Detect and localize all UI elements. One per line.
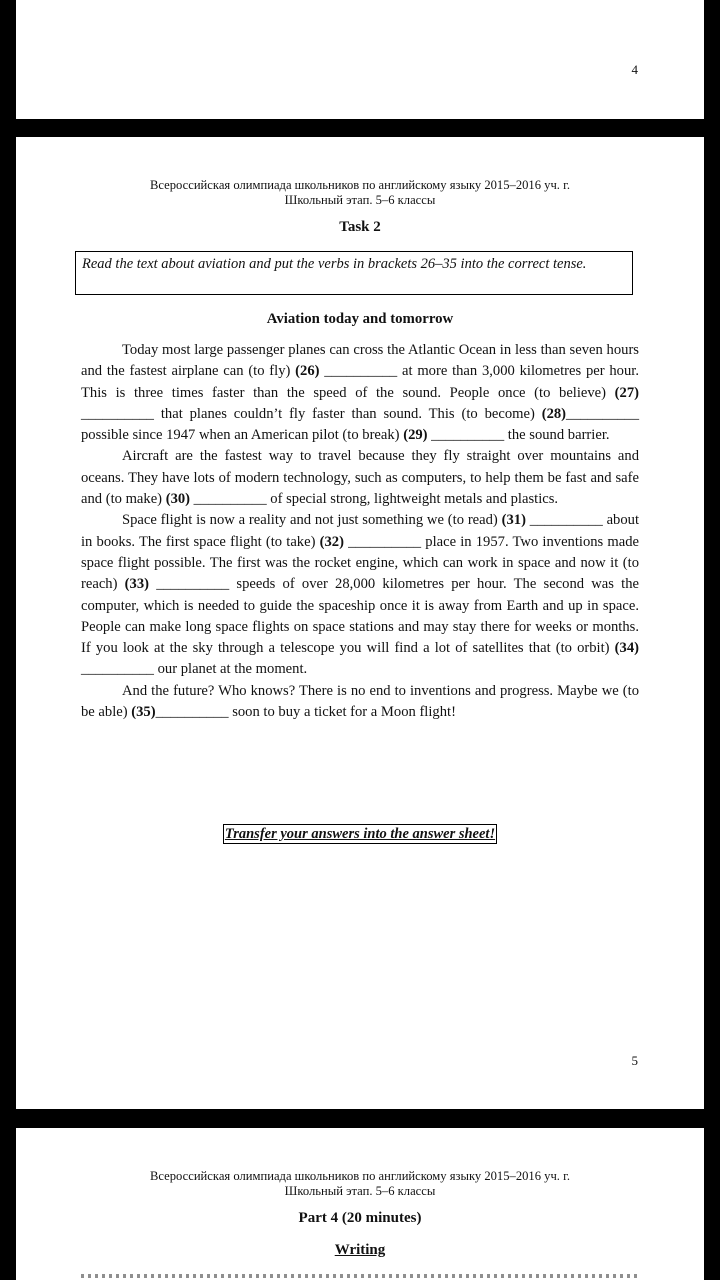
header-line-1: Всероссийская олимпиада школьников по английскому языку 2015–2016 уч. г. — [150, 1169, 570, 1183]
header-line-2: Школьный этап. 5–6 классы — [284, 193, 436, 207]
task-title: Task 2 — [339, 219, 381, 235]
text-title: Aviation today and tomorrow — [266, 311, 454, 327]
previous-page — [16, 0, 704, 119]
gap-number: (29) — [403, 427, 428, 444]
section-title: Writing — [334, 1242, 386, 1258]
document-header — [16, 178, 704, 208]
gap-number: (28) — [541, 405, 567, 422]
page-number: 4 — [631, 62, 638, 77]
header-line-2: Школьный этап. 5–6 классы — [284, 1184, 436, 1198]
gap-number: (33) — [124, 576, 149, 593]
gap-number: (27) — [614, 384, 639, 401]
paragraph: Today most large passenger planes can cross the Atlantic Ocean in less than seven hours and the fastest airplane can (to fly) (26) __________ at more than 3,000 kilometres per hour. This is three times faster than the speed of the sound. People once (to believe) (27) __________ that planes couldn’t fly faster than sound. This (to become) (28)__________ possible since 1947 when an American pilot (to break) (29) __________ the sound barrier. — [81, 342, 639, 444]
gap-number: (34) — [614, 640, 639, 657]
document-header — [16, 1169, 704, 1199]
paragraph: Aircraft are the fastest way to travel because they fly straight over mountains and oceans. They have lots of modern technology, such as computers, to help them be fast and safe and (to make) (30) __________ of special strong, lightweight metals and plastics. — [81, 448, 639, 508]
paragraph: And the future? Who knows? There is no end to inventions and progress. Maybe we (to be able) (35)__________ soon to buy a ticket for a Moon flight! — [81, 682, 639, 721]
article-body — [81, 340, 639, 723]
transfer-note-box — [16, 824, 704, 844]
cut-off-text-line — [81, 1274, 641, 1278]
next-page — [16, 1128, 704, 1280]
transfer-note: Transfer your answers into the answer sheet! — [224, 826, 496, 842]
part-title: Part 4 (20 minutes) — [298, 1210, 422, 1226]
page-number: 5 — [631, 1053, 638, 1068]
gap-number: (30) — [165, 491, 191, 508]
gap-number: (31) — [501, 512, 526, 529]
task-instruction: Read the text about aviation and put the verbs in brackets 26–35 into the correct tense. — [75, 251, 633, 295]
gap-number: (26) — [295, 363, 320, 380]
paragraph: Space flight is now a reality and not just something we (to read) (31) __________ about in books. The first space flight (to take) (32) __________ place in 1957. Two inventions made space flight possible. The first was the rocket engine, which can work in space and now it (to reach) (33) __________ speeds of over 28,000 kilometres per hour. The second was the computer, which is needed to guide the spaceship once it is away from Earth and up in space. People can make long space flights on space stations and may stay there for weeks or months. If you look at the sky through a telescope you will find a lot of satellites that (to orbit) (34) __________ our planet at the moment. — [81, 512, 640, 678]
gap-number: (32) — [319, 533, 344, 550]
gap-number: (35) — [131, 704, 156, 721]
current-page — [16, 137, 704, 1109]
header-line-1: Всероссийская олимпиада школьников по английскому языку 2015–2016 уч. г. — [150, 178, 570, 192]
